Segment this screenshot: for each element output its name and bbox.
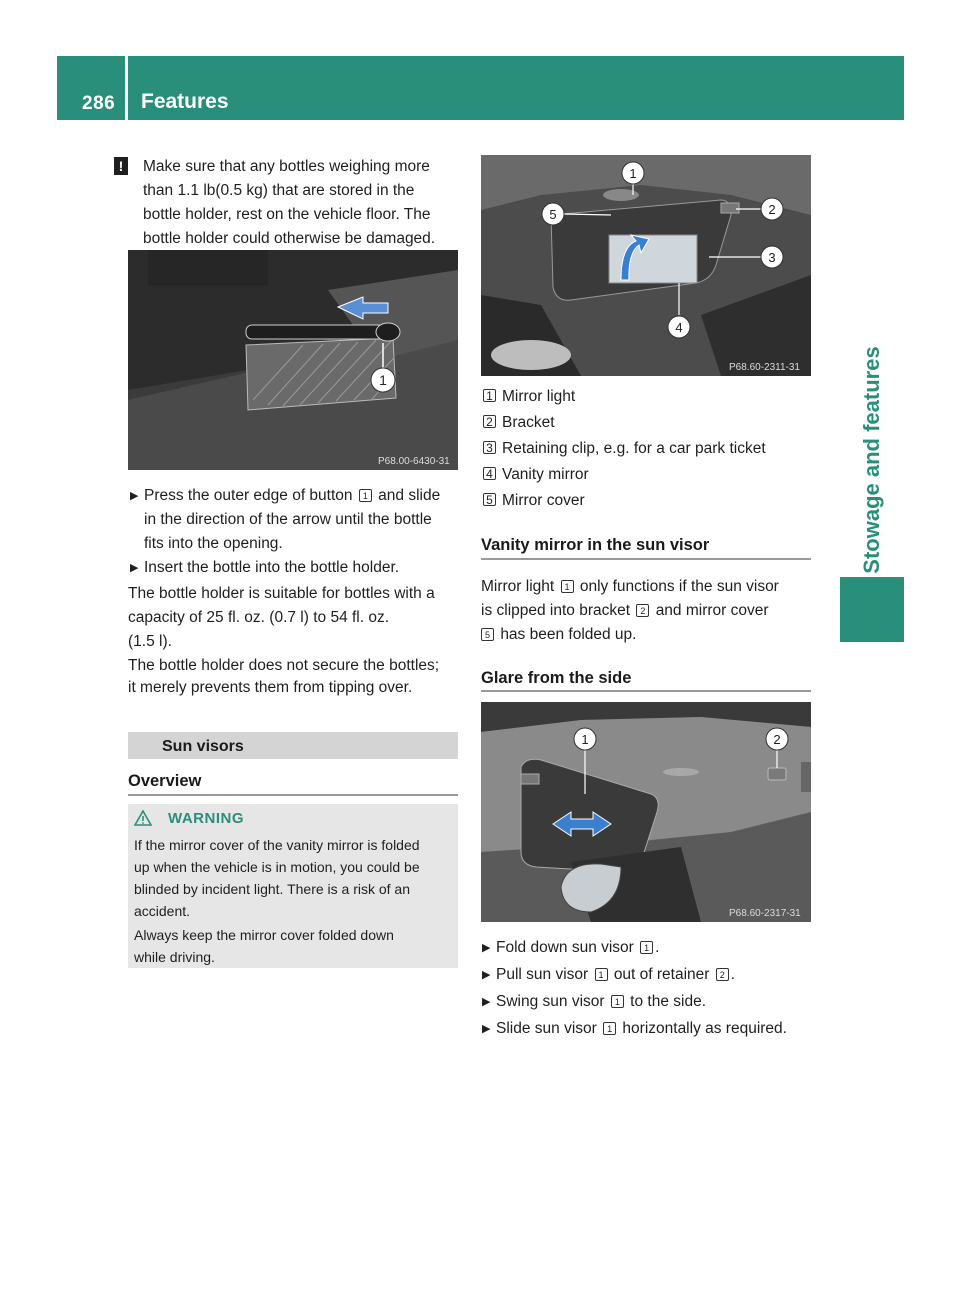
capacity-line-3: (1.5 l). <box>128 633 172 650</box>
bottle-holder-photo <box>128 250 458 470</box>
glare-heading: Glare from the side <box>481 669 632 687</box>
vanity-heading: Vanity mirror in the sun visor <box>481 536 710 554</box>
svg-text:1: 1 <box>581 732 589 747</box>
section-title: Features <box>141 90 229 113</box>
svg-text:2: 2 <box>768 202 776 217</box>
vanity-mirror-photo <box>481 155 811 376</box>
svg-text:5: 5 <box>549 207 557 222</box>
glare-photo <box>481 702 811 922</box>
warning-line-1: If the mirror cover of the vanity mirror is folded <box>134 837 420 853</box>
step-pull-out: ▶ Pull sun visor 1 out of retainer 2 . <box>482 966 736 983</box>
side-tab-block <box>840 577 904 642</box>
secure-line-2: it merely prevents them from tipping over. <box>128 679 413 696</box>
secure-line-1: The bottle holder does not secure the bottles; <box>128 657 440 674</box>
warning-line-3: blinded by incident light. There is a risk of an <box>134 881 411 897</box>
overview-heading: Overview <box>128 772 202 790</box>
step-insert-bottle: ▶ Insert the bottle into the bottle holder. <box>130 559 400 576</box>
callout-1-icon: 1 <box>595 968 608 981</box>
step-fold-down: ▶ Fold down sun visor 1 . <box>482 939 660 956</box>
section-band-title: Sun visors <box>162 738 244 755</box>
callout-5-icon: 5 <box>481 628 494 641</box>
callout-1-icon: 1 <box>561 580 574 593</box>
svg-text:4: 4 <box>675 320 683 335</box>
warning-line-2: up when the vehicle is in motion, you could be <box>134 859 420 875</box>
svg-text:1: 1 <box>629 166 637 181</box>
photo1-code: P68.60-2311-31 <box>729 362 800 373</box>
warning-line-5: Always keep the mirror cover folded down <box>134 927 394 943</box>
photo-code: P68.00-6430-31 <box>378 456 450 467</box>
caution-icon: ! <box>114 157 128 175</box>
legend-vanity-mirror: 4 Vanity mirror <box>481 463 589 487</box>
callout-1-icon: 1 <box>603 1022 616 1035</box>
step-press-button: ▶ Press the outer edge of button 1 and slide <box>130 487 441 504</box>
vanity-text-line-2: is clipped into bracket 2 and mirror cover <box>481 602 769 619</box>
warning-line-6: while driving. <box>134 949 215 965</box>
callout-2-icon: 2 <box>716 968 729 981</box>
step-press-line-3: fits into the opening. <box>144 535 283 552</box>
side-tab-label: Stowage and features <box>859 346 884 574</box>
page-number: 286 <box>82 93 116 114</box>
note-line-4: bottle holder could otherwise be damaged. <box>143 230 436 247</box>
photo2-code: P68.60-2317-31 <box>729 908 801 919</box>
vanity-rule <box>481 558 811 560</box>
vanity-text-line-1: Mirror light 1 only functions if the sun visor <box>481 578 779 595</box>
callout-1-icon: 1 <box>611 995 624 1008</box>
note-line-3: bottle holder, rest on the vehicle floor. The <box>143 206 431 223</box>
legend-mirror-cover: 5 Mirror cover <box>481 489 585 513</box>
svg-text:3: 3 <box>768 250 776 265</box>
step-swing: ▶ Swing sun visor 1 to the side. <box>482 993 706 1010</box>
step-press-line-2: in the direction of the arrow until the bottle <box>144 511 432 528</box>
note-line-1: Make sure that any bottles weighing more <box>143 158 430 175</box>
capacity-line-1: The bottle holder is suitable for bottles with a <box>128 585 435 602</box>
callout-2-icon: 2 <box>636 604 649 617</box>
capacity-line-2: capacity of 25 fl. oz. (0.7 l) to 54 fl. oz. <box>128 609 390 626</box>
note-line-2: than 1.1 lb(0.5 kg) that are stored in the <box>143 182 415 199</box>
callout-1-icon: 1 <box>640 941 653 954</box>
overview-rule <box>128 794 458 796</box>
svg-text:2: 2 <box>773 732 781 747</box>
header-separator <box>125 56 128 120</box>
legend-retaining-clip: 3 Retaining clip, e.g. for a car park ticket <box>481 437 766 461</box>
warning-title: WARNING <box>168 810 244 827</box>
vanity-text-line-3: 5 has been folded up. <box>481 623 636 647</box>
callout-1-icon: 1 <box>359 489 372 502</box>
step-slide: ▶ Slide sun visor 1 horizontally as required. <box>482 1020 787 1037</box>
warning-triangle-icon <box>134 810 152 826</box>
glare-rule <box>481 690 811 692</box>
legend-bracket: 2 Bracket <box>481 411 555 435</box>
svg-text:1: 1 <box>379 372 387 388</box>
warning-line-4: accident. <box>134 903 191 919</box>
legend-mirror-light: 1 Mirror light <box>481 385 575 409</box>
